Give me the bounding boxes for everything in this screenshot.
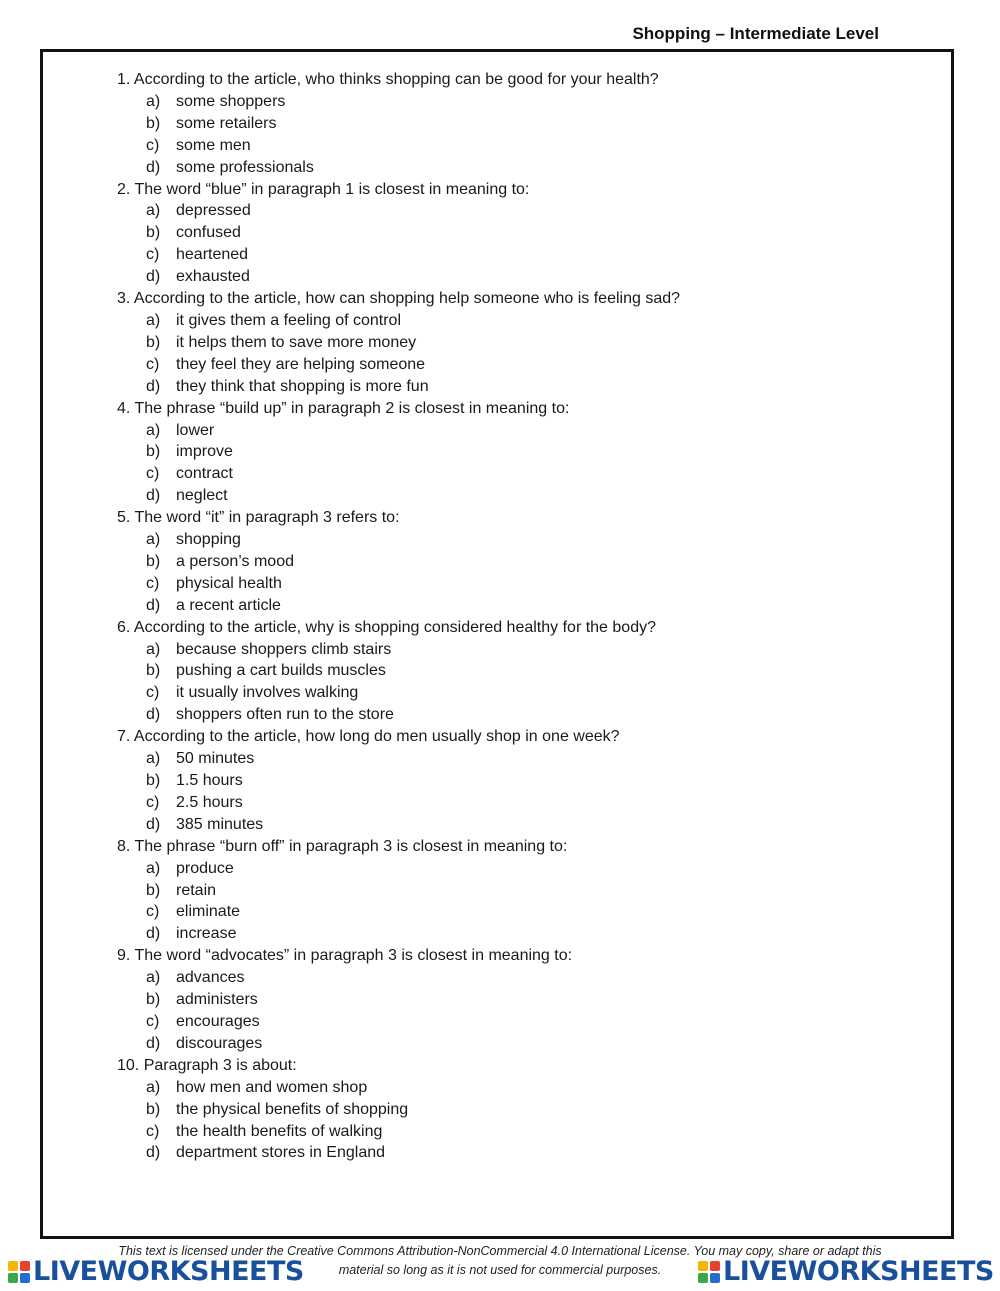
option-letter: b) bbox=[146, 114, 161, 132]
question-5 bbox=[117, 507, 817, 617]
answer-option[interactable] bbox=[117, 157, 817, 179]
option-text: encourages bbox=[176, 1012, 260, 1030]
answer-option[interactable] bbox=[117, 682, 817, 704]
question-10 bbox=[117, 1055, 817, 1165]
question-text: 10. Paragraph 3 is about: bbox=[117, 1056, 297, 1074]
option-text: increase bbox=[176, 925, 237, 943]
answer-option[interactable] bbox=[117, 441, 817, 463]
option-text: confused bbox=[176, 224, 241, 242]
option-letter: c) bbox=[146, 1122, 160, 1140]
option-text: department stores in England bbox=[176, 1144, 386, 1162]
option-text: some shoppers bbox=[176, 92, 286, 110]
logo-block bbox=[8, 1261, 18, 1271]
option-letter: a) bbox=[146, 202, 161, 220]
answer-option[interactable] bbox=[117, 770, 817, 792]
answer-option[interactable] bbox=[117, 1011, 817, 1033]
option-letter: c) bbox=[146, 684, 160, 702]
option-letter: d) bbox=[146, 596, 161, 614]
option-text: 385 minutes bbox=[176, 815, 264, 833]
option-text: it usually involves walking bbox=[176, 684, 359, 702]
question-2 bbox=[117, 179, 817, 289]
question-7 bbox=[117, 726, 817, 836]
logo-block bbox=[20, 1261, 30, 1271]
answer-option[interactable] bbox=[117, 222, 817, 244]
option-text: lower bbox=[176, 421, 215, 439]
option-letter: c) bbox=[146, 903, 160, 921]
option-letter: c) bbox=[146, 246, 160, 264]
option-letter: a) bbox=[146, 92, 161, 110]
logo-blocks-icon bbox=[698, 1261, 720, 1283]
option-letter: c) bbox=[146, 1012, 160, 1030]
answer-option[interactable] bbox=[117, 354, 817, 376]
question-text: 5. The word “it” in paragraph 3 refers to: bbox=[117, 509, 400, 527]
question-text: 6. According to the article, why is shopping considered healthy for the body? bbox=[117, 618, 656, 636]
option-letter: a) bbox=[146, 311, 161, 329]
answer-option[interactable] bbox=[117, 1121, 817, 1143]
option-text: retain bbox=[176, 881, 217, 899]
answer-option[interactable] bbox=[117, 989, 817, 1011]
option-text: 1.5 hours bbox=[176, 772, 243, 789]
answer-option[interactable] bbox=[117, 748, 817, 770]
logo-block bbox=[710, 1261, 720, 1271]
option-text: shoppers often run to the store bbox=[176, 706, 394, 724]
option-letter: d) bbox=[146, 1144, 161, 1162]
option-letter: b) bbox=[146, 443, 161, 461]
option-text: it gives them a feeling of control bbox=[176, 311, 402, 329]
answer-option[interactable] bbox=[117, 858, 817, 880]
question-text: 8. The phrase “burn off” in paragraph 3 is closest in meaning to: bbox=[117, 837, 568, 855]
option-letter: a) bbox=[146, 969, 161, 987]
option-text: depressed bbox=[176, 202, 251, 220]
option-text: shopping bbox=[176, 531, 241, 549]
answer-option[interactable] bbox=[117, 463, 817, 485]
answer-option[interactable] bbox=[117, 967, 817, 989]
option-letter: c) bbox=[146, 355, 160, 373]
option-letter: a) bbox=[146, 421, 161, 439]
option-text: the physical benefits of shopping bbox=[176, 1100, 409, 1118]
answer-option[interactable] bbox=[117, 376, 817, 398]
liveworksheets-logo-right[interactable] bbox=[698, 1256, 994, 1287]
option-letter: a) bbox=[146, 1078, 161, 1096]
logo-block bbox=[8, 1273, 18, 1283]
option-text: neglect bbox=[176, 487, 228, 505]
answer-option[interactable] bbox=[117, 1077, 817, 1099]
option-letter: c) bbox=[146, 793, 160, 811]
question-1 bbox=[117, 69, 817, 179]
logo-block bbox=[698, 1261, 708, 1271]
option-text: 2.5 hours bbox=[176, 793, 243, 811]
option-letter: a) bbox=[146, 750, 161, 768]
option-text: discourages bbox=[176, 1034, 263, 1052]
answer-option[interactable] bbox=[117, 200, 817, 222]
answer-option[interactable] bbox=[117, 573, 817, 595]
option-letter: b) bbox=[146, 333, 161, 351]
option-text: 50 minutes bbox=[176, 750, 255, 768]
option-letter: a) bbox=[146, 531, 161, 549]
answer-option[interactable] bbox=[117, 923, 817, 945]
option-letter: c) bbox=[146, 574, 160, 592]
answer-option[interactable] bbox=[117, 901, 817, 923]
option-text: some retailers bbox=[176, 114, 277, 132]
answer-option[interactable] bbox=[117, 660, 817, 682]
option-text: produce bbox=[176, 859, 234, 877]
option-letter: d) bbox=[146, 1034, 161, 1052]
answer-option[interactable] bbox=[117, 792, 817, 814]
option-text: they feel they are helping someone bbox=[176, 355, 426, 373]
answer-option[interactable] bbox=[117, 639, 817, 661]
option-letter: b) bbox=[146, 552, 161, 570]
option-letter: b) bbox=[146, 881, 161, 899]
answer-option[interactable] bbox=[117, 420, 817, 442]
option-text: the health benefits of walking bbox=[176, 1122, 383, 1140]
option-text: contract bbox=[176, 465, 233, 483]
liveworksheets-logo-left[interactable] bbox=[8, 1256, 304, 1287]
logo-block bbox=[698, 1273, 708, 1283]
option-letter: b) bbox=[146, 1100, 161, 1118]
option-letter: b) bbox=[146, 991, 161, 1009]
logo-blocks-icon bbox=[8, 1261, 30, 1283]
option-letter: d) bbox=[146, 268, 161, 286]
question-6 bbox=[117, 617, 817, 727]
question-9 bbox=[117, 945, 817, 1055]
option-letter: d) bbox=[146, 377, 161, 395]
option-letter: d) bbox=[146, 158, 161, 176]
question-4 bbox=[117, 398, 817, 508]
option-text: some men bbox=[176, 136, 251, 154]
option-letter: d) bbox=[146, 815, 161, 833]
answer-option[interactable] bbox=[117, 814, 817, 836]
question-text: 3. According to the article, how can shopping help someone who is feeling sad? bbox=[117, 290, 681, 308]
answer-option[interactable] bbox=[117, 266, 817, 288]
answer-option[interactable] bbox=[117, 310, 817, 332]
option-letter: d) bbox=[146, 706, 161, 724]
answer-option[interactable] bbox=[117, 551, 817, 573]
license-line-1: This text is licensed under the Creative Commons Attribution-NonCommercial 4.0 International License. You may copy, share or adapt this bbox=[118, 1244, 882, 1258]
question-text: 7. According to the article, how long do men usually shop in one week? bbox=[117, 728, 620, 746]
option-letter: b) bbox=[146, 662, 161, 680]
option-letter: d) bbox=[146, 925, 161, 943]
option-letter: d) bbox=[146, 487, 161, 505]
logo-text: LIVEWORKSHEETS bbox=[33, 1256, 304, 1287]
logo-block bbox=[20, 1273, 30, 1283]
license-line-2: material so long as it is not used for commercial purposes. bbox=[338, 1263, 662, 1277]
answer-option[interactable] bbox=[117, 880, 817, 902]
option-text: because shoppers climb stairs bbox=[176, 640, 392, 658]
answer-option[interactable] bbox=[117, 113, 817, 135]
logo-block bbox=[710, 1273, 720, 1283]
answer-option[interactable] bbox=[117, 91, 817, 113]
answer-option[interactable] bbox=[117, 1033, 817, 1055]
option-text: they think that shopping is more fun bbox=[176, 377, 429, 395]
option-text: eliminate bbox=[176, 903, 241, 921]
answer-option[interactable] bbox=[117, 1142, 817, 1164]
option-text: administers bbox=[176, 991, 258, 1009]
question-text: 9. The word “advocates” in paragraph 3 is closest in meaning to: bbox=[117, 947, 573, 965]
question-text: 1. According to the article, who thinks shopping can be good for your health? bbox=[117, 71, 659, 88]
option-text: physical health bbox=[176, 574, 282, 592]
option-text: advances bbox=[176, 969, 245, 987]
answer-option[interactable] bbox=[117, 529, 817, 551]
option-letter: a) bbox=[146, 859, 161, 877]
option-letter: b) bbox=[146, 224, 161, 242]
answer-option[interactable] bbox=[117, 595, 817, 617]
option-text: exhausted bbox=[176, 268, 250, 286]
option-text: it helps them to save more money bbox=[176, 333, 417, 351]
logo-text: LIVEWORKSHEETS bbox=[723, 1256, 994, 1287]
answer-option[interactable] bbox=[117, 1099, 817, 1121]
question-list bbox=[117, 69, 817, 1164]
option-letter: b) bbox=[146, 772, 161, 789]
answer-option[interactable] bbox=[117, 135, 817, 157]
option-text: heartened bbox=[176, 246, 249, 264]
option-text: pushing a cart builds muscles bbox=[176, 662, 386, 680]
question-text: 2. The word “blue” in paragraph 1 is closest in meaning to: bbox=[117, 180, 530, 198]
option-text: a person’s mood bbox=[176, 552, 294, 570]
question-3 bbox=[117, 288, 817, 398]
question-8 bbox=[117, 836, 817, 946]
answer-option[interactable] bbox=[117, 704, 817, 726]
option-letter: c) bbox=[146, 136, 160, 154]
answer-option[interactable] bbox=[117, 244, 817, 266]
option-text: improve bbox=[176, 443, 233, 461]
option-text: some professionals bbox=[176, 158, 314, 176]
answer-option[interactable] bbox=[117, 485, 817, 507]
option-text: a recent article bbox=[176, 596, 281, 614]
option-letter: c) bbox=[146, 465, 160, 483]
page-title: Shopping – Intermediate Level bbox=[632, 24, 879, 43]
answer-option[interactable] bbox=[117, 332, 817, 354]
option-letter: a) bbox=[146, 640, 161, 658]
option-text: how men and women shop bbox=[176, 1078, 368, 1096]
question-text: 4. The phrase “build up” in paragraph 2 is closest in meaning to: bbox=[117, 399, 570, 417]
